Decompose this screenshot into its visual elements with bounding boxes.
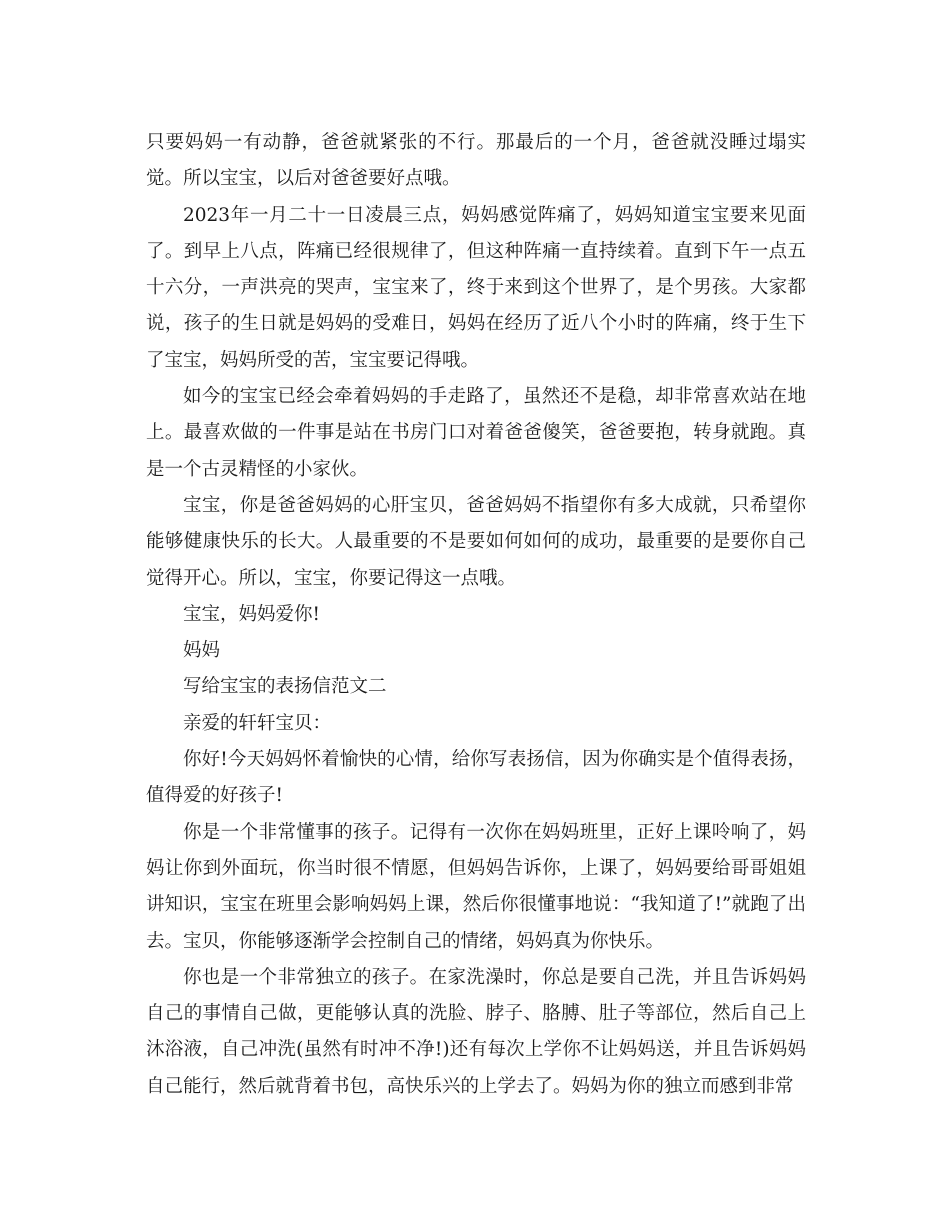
closing-line: 宝宝，妈妈爱你! (183, 603, 320, 625)
signature: 妈妈 (183, 640, 221, 662)
document-page (146, 125, 806, 1105)
salutation: 亲爱的轩轩宝贝： (183, 712, 332, 734)
paragraph: 宝宝，你是爸爸妈妈的心肝宝贝，爸爸妈妈不指望你有多大成就，只希望你能够健康快乐的长大。人最重要的不是要如何如何的成功，最重要的是要你自己觉得开心。所以，宝宝，你要记得这一点哦。 (146, 494, 806, 589)
paragraph: 如今的宝宝已经会牵着妈妈的手走路了，虽然还不是稳，却非常喜欢站在地上。最喜欢做的一件事是站在书房门口对着爸爸傻笑，爸爸要抱，转身就跑。真是一个古灵精怪的小家伙。 (146, 386, 806, 480)
paragraph: 2023年一月二十一日凌晨三点，妈妈感觉阵痛了，妈妈知道宝宝要来见面了。到早上八点，阵痛已经很规律了，但这种阵痛一直持续着。直到下午一点五十六分，一声洪亮的哭声，宝宝来了，终于来到这个世界了，是个男孩。大家都说，孩子的生日就是妈妈的受难日，妈妈在经历了近八个小时的阵痛，终于生下了宝宝，妈妈所受的苦，宝宝要记得哦。 (146, 204, 806, 371)
paragraph: 你也是一个非常独立的孩子。在家洗澡时，你总是要自己洗，并且告诉妈妈自己的事情自己做，更能够认真的洗脸、脖子、胳膊、肚子等部位，然后自己上沐浴液，自己冲洗(虽然有时冲不净!)还有每次上学你不让妈妈送，并且告诉妈妈自己能行，然后就背着书包，高快乐兴的上学去了。妈妈为你的独立而感到非常 (146, 966, 806, 1097)
paragraph: 只要妈妈一有动静，爸爸就紧张的不行。那最后的一个月，爸爸就没睡过塌实觉。所以宝宝，以后对爸爸要好点哦。 (146, 132, 806, 190)
paragraph: 你是一个非常懂事的孩子。记得有一次你在妈妈班里，正好上课呤响了，妈妈让你到外面玩，你当时很不情愿，但妈妈告诉你，上课了，妈妈要给哥哥姐姐讲知识，宝宝在班里会影响妈妈上课，然后你很懂事地说：“我知道了!”就跑了出去。宝贝，你能够逐渐学会控制自己的情绪，妈妈真为你快乐。 (146, 821, 806, 952)
paragraph: 你好!今天妈妈怀着愉快的心情，给你写表扬信，因为你确实是个值得表扬，值得爱的好孩子! (146, 749, 806, 807)
section-title: 写给宝宝的表扬信范文二 (183, 676, 387, 698)
